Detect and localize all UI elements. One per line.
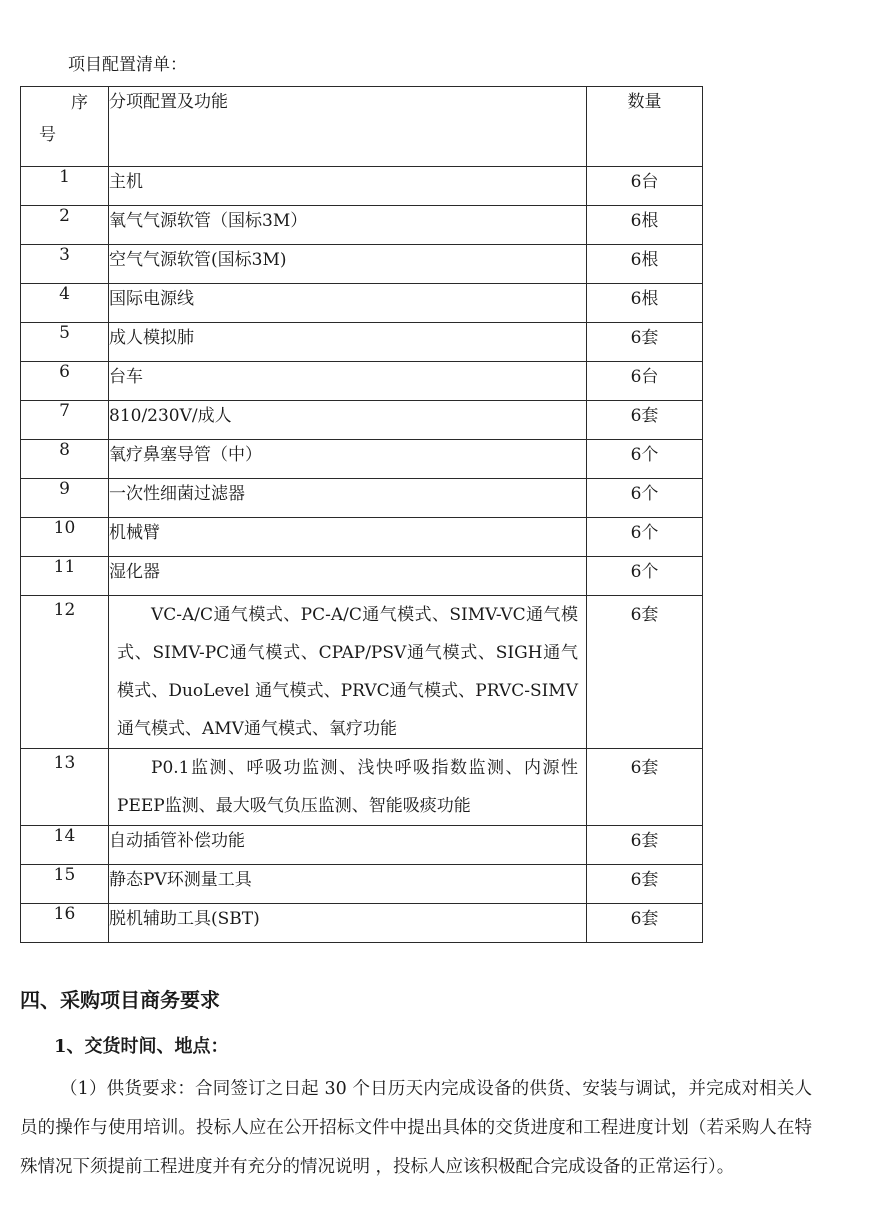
cell-func: 国际电源线 (109, 284, 587, 323)
cell-no: 7 (21, 401, 109, 440)
cell-no: 5 (21, 323, 109, 362)
cell-no: 13 (21, 749, 109, 826)
cell-qty: 6个 (587, 479, 703, 518)
cell-qty: 6个 (587, 440, 703, 479)
cell-qty: 6套 (587, 749, 703, 826)
table-row (21, 362, 703, 401)
cell-no: 14 (21, 826, 109, 865)
table-row (21, 865, 703, 904)
cell-func: 成人模拟肺 (109, 323, 587, 362)
table-row (21, 401, 703, 440)
cell-no: 2 (21, 206, 109, 245)
header-qty: 数量 (587, 87, 703, 167)
cell-func: 静态PV环测量工具 (109, 865, 587, 904)
config-list-title: 项目配置清单： (68, 55, 187, 75)
table-row (21, 323, 703, 362)
table-row (21, 245, 703, 284)
table-header-row (21, 87, 703, 167)
header-func: 分项配置及功能 (109, 87, 587, 167)
cell-qty: 6台 (587, 167, 703, 206)
table-row (21, 904, 703, 943)
cell-qty: 6套 (587, 904, 703, 943)
cell-no: 4 (21, 284, 109, 323)
cell-no: 6 (21, 362, 109, 401)
cell-func: 一次性细菌过滤器 (109, 479, 587, 518)
config-table (20, 86, 703, 943)
cell-func: 湿化器 (109, 557, 587, 596)
cell-func: 主机 (109, 167, 587, 206)
cell-qty: 6套 (587, 826, 703, 865)
cell-func: 机械臂 (109, 518, 587, 557)
table-row (21, 596, 703, 749)
cell-func: 氧气气源软管（国标3M） (109, 206, 587, 245)
cell-qty: 6套 (587, 323, 703, 362)
table-row (21, 749, 703, 826)
cell-func: 自动插管补偿功能 (109, 826, 587, 865)
cell-qty: 6套 (587, 596, 703, 749)
cell-qty: 6根 (587, 284, 703, 323)
cell-no: 3 (21, 245, 109, 284)
cell-no: 9 (21, 479, 109, 518)
cell-qty: 6根 (587, 206, 703, 245)
table-row (21, 440, 703, 479)
cell-no: 12 (21, 596, 109, 749)
cell-func: 氧疗鼻塞导管（中） (109, 440, 587, 479)
cell-no: 15 (21, 865, 109, 904)
cell-qty: 6台 (587, 362, 703, 401)
table-row (21, 479, 703, 518)
section-heading: 四、采购项目商务要求 (20, 988, 220, 1012)
cell-no: 8 (21, 440, 109, 479)
cell-func: 810/230V/成人 (109, 401, 587, 440)
delivery-paragraph: （1）供货要求：合同签订之日起 30 个日历天内完成设备的供货、安装与调试，并完成对相关人员的操作与使用培训。投标人应在公开招标文件中提出具体的交货进度和工程进度计划（若采购人在特殊情况下须提前工程进度并有充分的情况说明 ，投标人应该积极配合完成设备的正常运行）。 (20, 1079, 812, 1177)
table-row (21, 206, 703, 245)
cell-qty: 6根 (587, 245, 703, 284)
table-row (21, 557, 703, 596)
cell-qty: 6套 (587, 865, 703, 904)
table-row (21, 167, 703, 206)
table-body (21, 167, 703, 943)
cell-no: 11 (21, 557, 109, 596)
subsection-heading: 1、交货时间、地点： (54, 1036, 229, 1057)
table-row (21, 284, 703, 323)
cell-func: P0.1监测、呼吸功监测、浅快呼吸指数监测、内源性PEEP监测、最大吸气负压监测、智能吸痰功能 (109, 749, 587, 826)
cell-no: 10 (21, 518, 109, 557)
cell-func: VC-A/C通气模式、PC-A/C通气模式、SIMV-VC通气模式、SIMV-PC通气模式、CPAP/PSV通气模式、SIGH通气模式、DuoLevel 通气模式、PRVC通气模式、PRVC-SIMV通气模式、AMV通气模式、氧疗功能 (109, 596, 587, 749)
cell-no: 16 (21, 904, 109, 943)
table-row (21, 518, 703, 557)
cell-func: 台车 (109, 362, 587, 401)
cell-qty: 6套 (587, 401, 703, 440)
header-no: 序 号 (21, 87, 109, 167)
table-row (21, 826, 703, 865)
cell-qty: 6个 (587, 557, 703, 596)
cell-func: 脱机辅助工具(SBT) (109, 904, 587, 943)
cell-qty: 6个 (587, 518, 703, 557)
cell-no: 1 (21, 167, 109, 206)
cell-func: 空气气源软管(国标3M) (109, 245, 587, 284)
